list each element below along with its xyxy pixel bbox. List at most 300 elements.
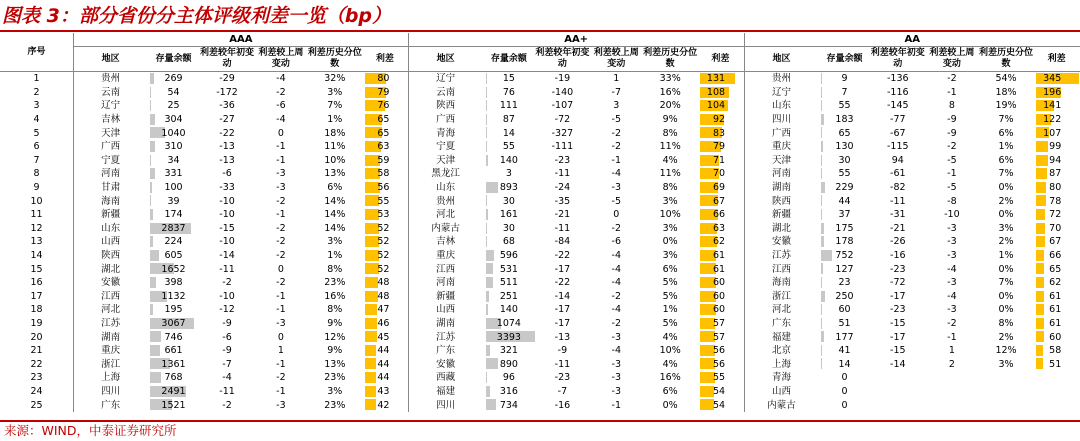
spread-cell bbox=[697, 330, 744, 344]
ytd-change-cell: -116 bbox=[887, 86, 909, 98]
percentile-cell: 13% bbox=[324, 168, 346, 180]
col-header-2-5: 利差历史分位数 bbox=[643, 47, 697, 72]
balance-cell bbox=[147, 222, 200, 236]
spread-value: 80 bbox=[1049, 182, 1062, 194]
balance-value: 890 bbox=[499, 358, 518, 370]
balance-cell bbox=[483, 398, 536, 412]
balance-value: 177 bbox=[835, 331, 854, 343]
region-cell: 宁夏 bbox=[74, 154, 148, 168]
spread-cell bbox=[697, 181, 744, 195]
spread-value: 42 bbox=[377, 399, 390, 411]
spread-value: 60 bbox=[712, 304, 726, 316]
ytd-change-cell bbox=[871, 385, 925, 399]
percentile-cell: 8% bbox=[998, 317, 1014, 329]
region-cell: 山东 bbox=[744, 99, 818, 113]
spread-cell bbox=[697, 290, 744, 304]
table-row bbox=[0, 317, 1080, 331]
spread-cell bbox=[362, 167, 408, 181]
percentile-cell: 8% bbox=[327, 263, 343, 275]
region-cell: 江苏 bbox=[744, 249, 818, 263]
spread-value: 57 bbox=[712, 317, 726, 329]
spread-value: 99 bbox=[1049, 141, 1062, 153]
spread-cell bbox=[697, 99, 744, 113]
spread-value: 61 bbox=[1049, 317, 1062, 329]
percentile-cell: 20% bbox=[659, 100, 681, 112]
spread-cell bbox=[1033, 262, 1080, 276]
balance-bar bbox=[150, 331, 161, 342]
balance-bar bbox=[150, 304, 153, 315]
spread-cell bbox=[697, 86, 744, 100]
percentile-cell bbox=[979, 371, 1033, 385]
balance-bar bbox=[821, 100, 822, 111]
balance-cell bbox=[483, 371, 536, 385]
balance-cell bbox=[483, 235, 536, 249]
balance-value: 3 bbox=[505, 168, 512, 180]
spread-cell bbox=[1033, 113, 1080, 127]
wow-change-cell: -3 bbox=[611, 358, 622, 370]
balance-value: 15 bbox=[502, 73, 515, 85]
ytd-change-cell: -11 bbox=[554, 222, 571, 234]
ytd-change-cell: -11 bbox=[219, 263, 235, 275]
balance-value: 140 bbox=[499, 304, 518, 316]
spread-cell bbox=[1033, 222, 1080, 236]
row-number: 24 bbox=[30, 385, 43, 397]
spread-cell bbox=[697, 113, 744, 127]
region-cell: 内蒙古 bbox=[408, 222, 482, 236]
wow-change-cell: -1 bbox=[276, 358, 286, 370]
balance-value: 893 bbox=[499, 182, 518, 194]
balance-cell bbox=[483, 262, 536, 276]
percentile-cell: 1% bbox=[998, 141, 1014, 153]
spread-value: 65 bbox=[377, 127, 390, 139]
spread-value: 59 bbox=[377, 154, 390, 166]
spread-cell bbox=[1033, 317, 1080, 331]
region-cell: 山西 bbox=[408, 303, 482, 317]
percentile-cell: 0% bbox=[998, 263, 1014, 275]
balance-bar bbox=[150, 182, 151, 193]
spread-value: 44 bbox=[377, 372, 390, 384]
percentile-cell: 8% bbox=[662, 182, 678, 194]
balance-cell bbox=[147, 235, 200, 249]
region-cell: 云南 bbox=[408, 86, 482, 100]
balance-value: 34 bbox=[167, 154, 180, 166]
percentile-cell: 16% bbox=[324, 290, 346, 302]
spread-cell bbox=[1033, 344, 1080, 358]
spread-value: 131 bbox=[706, 73, 726, 85]
ytd-change-cell: -4 bbox=[222, 372, 232, 384]
spread-cell bbox=[697, 167, 744, 181]
percentile-cell: 10% bbox=[659, 209, 681, 221]
region-cell: 河南 bbox=[74, 167, 148, 181]
percentile-cell: 7% bbox=[998, 277, 1014, 289]
percentile-cell: 54% bbox=[995, 73, 1017, 85]
wow-change-cell: -4 bbox=[947, 263, 957, 275]
spread-value: 48 bbox=[377, 277, 390, 289]
balance-cell bbox=[483, 194, 536, 208]
balance-cell bbox=[483, 167, 536, 181]
row-number: 7 bbox=[33, 154, 40, 166]
region-cell: 山西 bbox=[74, 235, 148, 249]
ytd-change-cell: -22 bbox=[554, 277, 571, 289]
percentile-cell: 7% bbox=[327, 100, 343, 112]
region-cell: 海南 bbox=[74, 194, 148, 208]
wow-change-cell: -2 bbox=[611, 141, 622, 153]
percentile-cell: 0% bbox=[998, 209, 1014, 221]
balance-cell bbox=[483, 330, 536, 344]
col-header-3-4: 利差较上周变动 bbox=[925, 47, 979, 72]
balance-value: 746 bbox=[164, 331, 183, 343]
table-row bbox=[0, 126, 1080, 140]
balance-cell bbox=[818, 72, 870, 86]
balance-value: 87 bbox=[502, 114, 515, 126]
balance-cell bbox=[147, 262, 200, 276]
wow-change-cell: -3 bbox=[276, 182, 286, 194]
col-header-2-3: 利差较年初变动 bbox=[535, 47, 589, 72]
region-cell: 湖南 bbox=[744, 181, 818, 195]
balance-value: 130 bbox=[835, 141, 854, 153]
region-cell: 天津 bbox=[74, 126, 148, 140]
region-cell: 河北 bbox=[74, 303, 148, 317]
spread-cell bbox=[362, 290, 408, 304]
balance-cell bbox=[147, 276, 200, 290]
spread-cell bbox=[362, 194, 408, 208]
ytd-change-cell: -107 bbox=[551, 100, 574, 112]
table-row bbox=[0, 113, 1080, 127]
balance-cell bbox=[818, 276, 870, 290]
region-cell: 辽宁 bbox=[74, 99, 148, 113]
ytd-change-cell: -21 bbox=[554, 209, 571, 221]
ytd-change-cell: -327 bbox=[551, 127, 574, 139]
spread-value: 46 bbox=[377, 317, 390, 329]
wow-change-cell: 0 bbox=[277, 127, 284, 139]
percentile-cell: 14% bbox=[324, 195, 346, 207]
ytd-change-cell: -14 bbox=[219, 250, 235, 262]
percentile-cell: 1% bbox=[662, 304, 678, 316]
balance-bar bbox=[821, 141, 823, 152]
spread-value: 56 bbox=[712, 358, 726, 370]
percentile-cell: 0% bbox=[662, 236, 678, 248]
row-number: 20 bbox=[30, 331, 43, 343]
region-cell: 新疆 bbox=[74, 208, 148, 222]
wow-change-cell: -4 bbox=[611, 263, 622, 275]
col-header-3-5: 利差历史分位数 bbox=[979, 47, 1033, 72]
percentile-cell: 9% bbox=[662, 114, 678, 126]
balance-cell bbox=[147, 303, 200, 317]
ytd-change-cell: -2 bbox=[222, 399, 232, 411]
balance-value: 195 bbox=[164, 304, 183, 316]
balance-bar bbox=[150, 73, 154, 84]
wow-change-cell: -1 bbox=[276, 209, 286, 221]
table-row bbox=[0, 371, 1080, 385]
balance-cell bbox=[818, 167, 870, 181]
ytd-change-cell bbox=[871, 398, 925, 412]
ytd-change-cell: -15 bbox=[219, 222, 235, 234]
balance-cell bbox=[818, 126, 870, 140]
balance-bar bbox=[150, 250, 159, 261]
wow-change-cell: -4 bbox=[276, 73, 286, 85]
wow-change-cell: -3 bbox=[947, 304, 957, 316]
balance-value: 25 bbox=[167, 100, 180, 112]
wow-change-cell: -2 bbox=[947, 141, 957, 153]
ytd-change-cell: -15 bbox=[890, 345, 906, 357]
wow-change-cell: -1 bbox=[276, 141, 286, 153]
balance-bar bbox=[821, 345, 822, 356]
spread-value: 53 bbox=[377, 209, 390, 221]
balance-bar bbox=[821, 250, 832, 261]
region-cell: 甘肃 bbox=[74, 181, 148, 195]
balance-value: 23 bbox=[838, 277, 851, 289]
balance-cell bbox=[147, 113, 200, 127]
spread-cell bbox=[362, 235, 408, 249]
region-cell: 广东 bbox=[744, 317, 818, 331]
ytd-change-cell: -82 bbox=[890, 182, 906, 194]
region-cell: 黑龙江 bbox=[408, 167, 482, 181]
balance-bar bbox=[486, 114, 487, 125]
group-header-2: AA+ bbox=[408, 33, 744, 47]
balance-cell bbox=[818, 86, 870, 100]
ytd-change-cell: -140 bbox=[551, 86, 574, 98]
percentile-cell: 3% bbox=[662, 222, 678, 234]
region-cell: 北京 bbox=[744, 344, 818, 358]
spread-value: 54 bbox=[712, 399, 726, 411]
region-cell: 辽宁 bbox=[744, 86, 818, 100]
region-cell: 青海 bbox=[408, 126, 482, 140]
ytd-change-cell: -9 bbox=[222, 345, 232, 357]
spread-value: 44 bbox=[377, 358, 390, 370]
wow-change-cell: -4 bbox=[611, 277, 622, 289]
balance-cell bbox=[147, 99, 200, 113]
balance-cell bbox=[483, 140, 536, 154]
col-header-1-6: 利差 bbox=[362, 47, 408, 72]
wow-change-cell: 8 bbox=[948, 100, 955, 112]
ytd-change-cell: -13 bbox=[219, 141, 235, 153]
balance-cell bbox=[147, 181, 200, 195]
wow-change-cell: -3 bbox=[611, 182, 622, 194]
balance-bar bbox=[486, 182, 499, 193]
balance-cell bbox=[483, 222, 536, 236]
ytd-change-cell: -23 bbox=[554, 372, 571, 384]
balance-cell bbox=[147, 330, 200, 344]
wow-change-cell: -2 bbox=[276, 236, 286, 248]
balance-value: 531 bbox=[499, 263, 518, 275]
balance-value: 0 bbox=[841, 399, 848, 411]
table-row bbox=[0, 181, 1080, 195]
spread-value: 44 bbox=[377, 345, 390, 357]
balance-value: 321 bbox=[499, 345, 518, 357]
balance-value: 752 bbox=[835, 250, 854, 262]
spread-value: 55 bbox=[377, 195, 390, 207]
row-number: 6 bbox=[33, 141, 40, 153]
region-cell: 海南 bbox=[744, 276, 818, 290]
percentile-cell: 33% bbox=[659, 73, 681, 85]
balance-bar bbox=[150, 277, 156, 288]
spread-value: 66 bbox=[1049, 250, 1062, 262]
percentile-cell: 5% bbox=[662, 277, 678, 289]
col-header-1-1: 地区 bbox=[74, 47, 148, 72]
percentile-cell: 18% bbox=[995, 86, 1017, 98]
spread-value: 56 bbox=[377, 182, 390, 194]
balance-bar bbox=[150, 114, 154, 125]
percentile-cell: 0% bbox=[998, 182, 1014, 194]
balance-value: 44 bbox=[838, 195, 851, 207]
spread-value: 65 bbox=[377, 114, 390, 126]
wow-change-cell: -2 bbox=[276, 277, 286, 289]
balance-bar bbox=[821, 168, 822, 179]
row-number: 3 bbox=[33, 100, 40, 112]
wow-change-cell: -5 bbox=[611, 114, 622, 126]
spread-cell bbox=[697, 249, 744, 263]
percentile-cell: 0% bbox=[998, 290, 1014, 302]
wow-change-cell: -9 bbox=[947, 114, 957, 126]
row-number: 9 bbox=[33, 182, 40, 194]
col-header-2-6: 利差 bbox=[697, 47, 744, 72]
row-number: 14 bbox=[30, 250, 43, 262]
wow-change-cell: 0 bbox=[613, 209, 620, 221]
percentile-cell: 23% bbox=[324, 372, 346, 384]
spread-value: 79 bbox=[377, 86, 390, 98]
region-cell: 重庆 bbox=[408, 249, 482, 263]
ytd-change-cell: -72 bbox=[890, 277, 906, 289]
balance-cell bbox=[818, 317, 870, 331]
spread-cell bbox=[362, 371, 408, 385]
percentile-cell: 6% bbox=[998, 154, 1014, 166]
region-cell: 广东 bbox=[74, 398, 148, 412]
spread-cell bbox=[697, 126, 744, 140]
balance-bar bbox=[486, 304, 488, 315]
balance-cell bbox=[483, 154, 536, 168]
row-number: 8 bbox=[33, 168, 40, 180]
region-cell: 河北 bbox=[408, 208, 482, 222]
region-cell: 江西 bbox=[744, 262, 818, 276]
percentile-cell: 11% bbox=[659, 168, 681, 180]
balance-bar bbox=[821, 236, 824, 247]
spread-value: 48 bbox=[377, 290, 390, 302]
ytd-change-cell: -15 bbox=[890, 317, 906, 329]
balance-value: 7 bbox=[841, 86, 848, 98]
spread-cell bbox=[362, 249, 408, 263]
table-row bbox=[0, 385, 1080, 399]
spread-value: 60 bbox=[712, 290, 726, 302]
spread-cell bbox=[362, 330, 408, 344]
balance-bar bbox=[821, 318, 822, 329]
table-row bbox=[0, 262, 1080, 276]
percentile-cell: 18% bbox=[324, 127, 346, 139]
balance-value: 30 bbox=[502, 195, 515, 207]
wow-change-cell: -1 bbox=[276, 385, 286, 397]
percentile-cell bbox=[979, 398, 1033, 412]
percentile-cell: 6% bbox=[998, 127, 1014, 139]
spread-value: 52 bbox=[377, 263, 390, 275]
ytd-change-cell: -11 bbox=[554, 358, 571, 370]
balance-bar bbox=[486, 345, 491, 356]
balance-bar bbox=[486, 263, 494, 274]
spread-cell bbox=[697, 194, 744, 208]
spread-cell bbox=[1033, 126, 1080, 140]
wow-change-cell: -8 bbox=[947, 195, 957, 207]
region-cell: 宁夏 bbox=[408, 140, 482, 154]
ytd-change-cell: -22 bbox=[219, 127, 235, 139]
balance-value: 60 bbox=[838, 304, 851, 316]
wow-change-cell: -2 bbox=[276, 86, 286, 98]
wow-change-cell: -3 bbox=[947, 250, 957, 262]
balance-value: 55 bbox=[838, 168, 851, 180]
wow-change-cell: -1 bbox=[611, 154, 622, 166]
spread-value: 52 bbox=[377, 236, 390, 248]
balance-bar bbox=[486, 87, 487, 98]
wow-change-cell: -4 bbox=[611, 345, 622, 357]
ytd-change-cell: -13 bbox=[554, 331, 571, 343]
spread-cell bbox=[1033, 303, 1080, 317]
ytd-change-cell: -23 bbox=[890, 263, 906, 275]
spread-cell bbox=[697, 235, 744, 249]
balance-value: 54 bbox=[167, 86, 180, 98]
balance-cell bbox=[483, 276, 536, 290]
col-header-3-2: 存量余额 bbox=[818, 47, 870, 72]
spread-value: 62 bbox=[712, 236, 726, 248]
balance-bar bbox=[150, 168, 155, 179]
spread-cell bbox=[697, 303, 744, 317]
ytd-change-cell: -11 bbox=[219, 385, 235, 397]
row-number: 23 bbox=[30, 372, 43, 384]
balance-bar bbox=[486, 141, 487, 152]
spread-cell bbox=[362, 99, 408, 113]
percentile-cell: 23% bbox=[324, 277, 346, 289]
col-header-1-5: 利差历史分位数 bbox=[308, 47, 362, 72]
region-cell: 山西 bbox=[744, 385, 818, 399]
spread-value: 104 bbox=[706, 100, 726, 112]
spread-value: 52 bbox=[377, 250, 390, 262]
table-row bbox=[0, 303, 1080, 317]
spread-value: 83 bbox=[712, 127, 726, 139]
spread-value: 43 bbox=[377, 385, 390, 397]
balance-bar bbox=[821, 304, 822, 315]
spread-cell bbox=[697, 222, 744, 236]
region-cell: 吉林 bbox=[408, 235, 482, 249]
ytd-change-cell: -17 bbox=[890, 290, 906, 302]
balance-bar bbox=[150, 87, 151, 98]
balance-value: 14 bbox=[502, 127, 515, 139]
spread-value: 80 bbox=[377, 73, 390, 85]
region-cell: 广西 bbox=[744, 126, 818, 140]
region-cell: 贵州 bbox=[744, 72, 818, 86]
row-number: 16 bbox=[30, 277, 43, 289]
balance-cell bbox=[147, 357, 200, 371]
percentile-cell: 6% bbox=[662, 263, 678, 275]
balance-cell bbox=[818, 357, 870, 371]
row-number: 12 bbox=[30, 222, 43, 234]
wow-change-cell: -2 bbox=[947, 73, 957, 85]
ytd-change-cell: -136 bbox=[887, 73, 909, 85]
balance-value: 511 bbox=[499, 277, 518, 289]
ytd-change-cell: -10 bbox=[219, 209, 235, 221]
region-cell: 广东 bbox=[408, 344, 482, 358]
percentile-cell: 11% bbox=[324, 141, 346, 153]
region-cell: 内蒙古 bbox=[744, 398, 818, 412]
ytd-change-cell: -7 bbox=[557, 385, 568, 397]
region-cell: 江苏 bbox=[408, 330, 482, 344]
wow-change-cell: -2 bbox=[947, 317, 957, 329]
spread-cell bbox=[697, 154, 744, 168]
balance-value: 41 bbox=[838, 345, 851, 357]
balance-bar bbox=[486, 209, 488, 220]
spread-cell bbox=[697, 276, 744, 290]
spread-value: 47 bbox=[377, 304, 390, 316]
table-row bbox=[0, 344, 1080, 358]
balance-value: 250 bbox=[835, 290, 854, 302]
table-row bbox=[0, 222, 1080, 236]
percentile-cell: 0% bbox=[662, 399, 678, 411]
balance-cell bbox=[818, 262, 870, 276]
